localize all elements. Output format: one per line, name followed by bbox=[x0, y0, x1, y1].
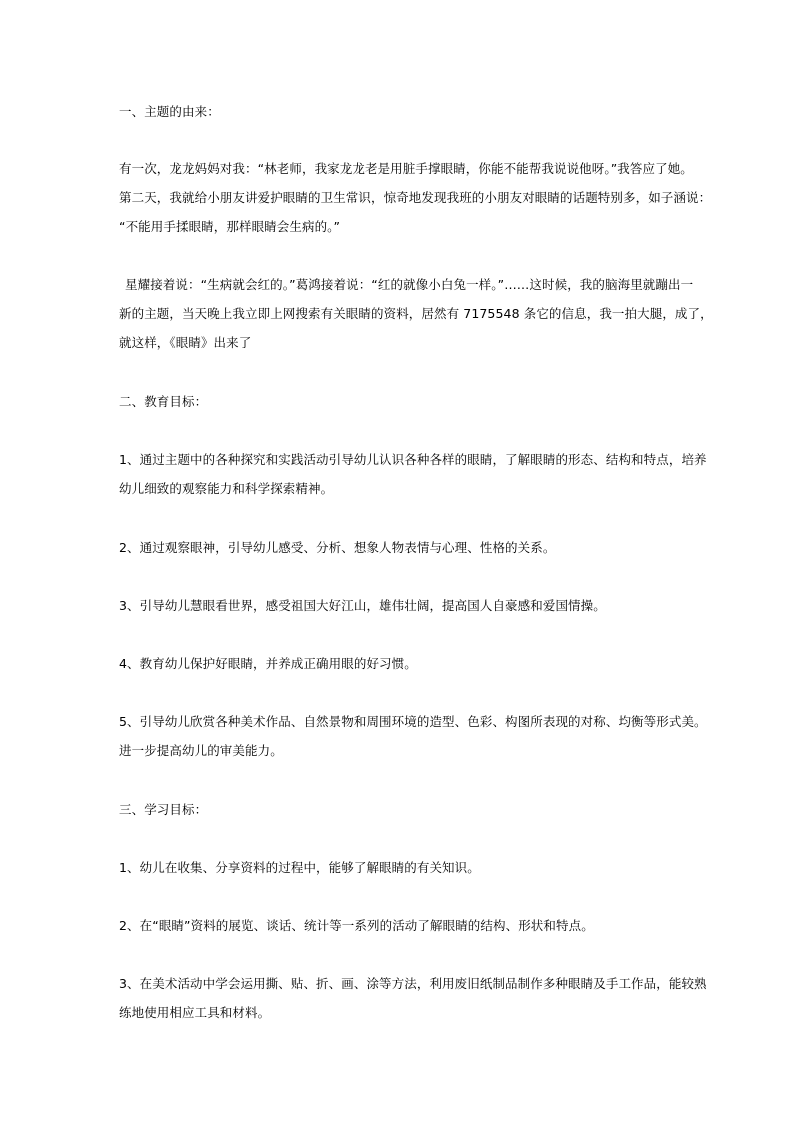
paragraph-line: 星耀接着说：“生病就会红的。”葛鸿接着说：“红的就像小白兔一样。”……这时候，我的脑海里就蹦出一 bbox=[125, 277, 694, 292]
paragraph-line: 5、引导幼儿欣赏各种美术作品、自然景物和周围环境的造型、色彩、构图所表现的对称、均衡等形式美。 bbox=[119, 714, 707, 729]
paragraph-line: 3、在美术活动中学会运用撕、贴、折、画、涂等方法，利用废旧纸制品制作多种眼睛及手工作品，能较熟 bbox=[119, 976, 707, 991]
paragraph-line: 2、在“眼睛”资料的展览、谈话、统计等一系列的活动了解眼睛的结构、形状和特点。 bbox=[119, 918, 594, 933]
paragraph-line: 2、通过观察眼神，引导幼儿感受、分析、想象人物表情与心理、性格的关系。 bbox=[119, 540, 556, 555]
paragraph-line: 3、引导幼儿慧眼看世界，感受祖国大好江山，雄伟壮阔，提高国人自豪感和爱国情操。 bbox=[119, 598, 606, 613]
paragraph-line: “不能用手揉眼睛，那样眼睛会生病的。” bbox=[119, 219, 341, 234]
paragraph-line: 4、教育幼儿保护好眼睛，并养成正确用眼的好习惯。 bbox=[119, 656, 417, 671]
paragraph-line: 1、幼儿在收集、分享资料的过程中，能够了解眼睛的有关知识。 bbox=[119, 860, 480, 875]
section-heading-learning-goals: 三、学习目标： bbox=[119, 802, 208, 817]
paragraph-line: 第二天，我就给小朋友讲爱护眼睛的卫生常识，惊奇地发现我班的小朋友对眼睛的话题特别多，如子涵说： bbox=[119, 190, 712, 205]
paragraph-line: 新的主题，当天晚上我立即上网搜索有关眼睛的资料，居然有 7175548 条它的信息，我一拍大腿，成了， bbox=[119, 306, 713, 321]
paragraph-line: 有一次，龙龙妈妈对我：“林老师，我家龙龙老是用脏手撑眼睛，你能不能帮我说说他呀。”我答应了她。 bbox=[119, 161, 693, 176]
paragraph-line: 进一步提高幼儿的审美能力。 bbox=[119, 743, 283, 758]
paragraph-line: 幼儿细致的观察能力和科学探索精神。 bbox=[119, 481, 334, 496]
paragraph-line: 1、通过主题中的各种探究和实践活动引导幼儿认识各种各样的眼睛，了解眼睛的形态、结构和特点，培养 bbox=[119, 452, 707, 467]
section-heading-edu-goals: 二、教育目标： bbox=[119, 394, 208, 409]
paragraph-line: 练地使用相应工具和材料。 bbox=[119, 1005, 271, 1020]
section-heading-origin: 一、主题的由来： bbox=[119, 104, 220, 119]
paragraph-line: 就这样，《眼睛》出来了 bbox=[119, 335, 252, 350]
